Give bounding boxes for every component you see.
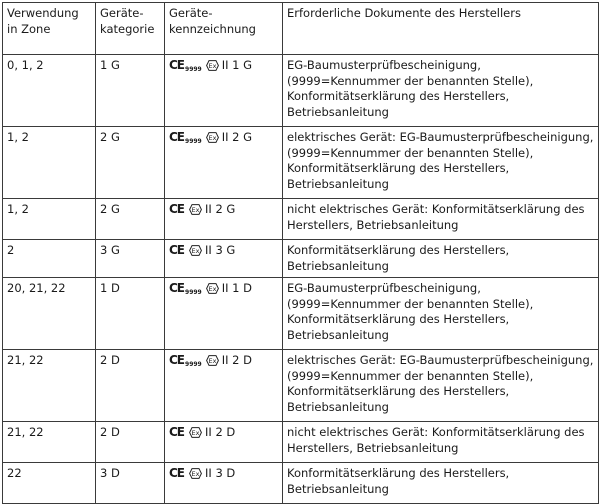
ex-hexagon-icon — [206, 283, 219, 294]
svg-text:Ex: Ex — [208, 133, 217, 142]
zone-cell: 2 — [3, 240, 96, 278]
notified-body-number: 9999 — [185, 289, 202, 296]
ce-mark-icon: CE9999 — [169, 58, 202, 73]
notified-body-number: 9999 — [185, 66, 202, 73]
category-cell: 3 G — [96, 240, 165, 278]
ce-mark-icon: CE — [169, 466, 185, 480]
header-category: Geräte- kategorie — [96, 3, 165, 55]
marking-cell — [165, 240, 283, 278]
marking-text: II 1 G — [221, 58, 253, 72]
marking-cell — [165, 55, 283, 127]
marking-cell — [165, 422, 283, 463]
ce-mark-icon: CE — [169, 202, 185, 216]
marking-cell — [165, 127, 283, 199]
table-row — [3, 127, 599, 199]
ce-mark-icon: CE9999 — [169, 281, 202, 296]
svg-text:Ex: Ex — [191, 469, 200, 478]
notified-body-number: 9999 — [185, 361, 202, 368]
header-zone: Verwendung in Zone — [3, 3, 96, 55]
zone-cell: 21, 22 — [3, 350, 96, 422]
ce-mark-icon: CE9999 — [169, 130, 202, 145]
ce-mark-icon: CE9999 — [169, 353, 202, 368]
svg-text:Ex: Ex — [208, 356, 217, 365]
documents-cell: EG-Baumusterprüfbescheinigung, (9999=Kennummer der benannten Stelle), Konformitätserklärung des Herstellers, Betriebsanleitung — [283, 55, 599, 127]
documents-cell: Konformitätserklärung des Herstellers, Betriebsanleitung — [283, 240, 599, 278]
zone-cell: 1, 2 — [3, 127, 96, 199]
header-row — [3, 3, 599, 55]
header-marking: Geräte- kennzeichnung — [165, 3, 283, 55]
zone-cell: 22 — [3, 463, 96, 504]
category-cell: 2 G — [96, 127, 165, 199]
category-cell: 1 G — [96, 55, 165, 127]
svg-text:Ex: Ex — [191, 205, 200, 214]
ex-hexagon-icon — [206, 355, 219, 366]
category-cell: 2 D — [96, 422, 165, 463]
category-cell: 2 D — [96, 350, 165, 422]
ex-hexagon-icon — [189, 468, 202, 479]
documents-cell: nicht elektrisches Gerät: Konformitätserklärung des Herstellers, Betriebsanleitung — [283, 199, 599, 240]
svg-text:Ex: Ex — [208, 61, 217, 70]
atex-marking-table — [2, 2, 599, 504]
marking-text: II 3 G — [205, 243, 236, 257]
marking-cell — [165, 463, 283, 504]
documents-cell: nicht elektrisches Gerät: Konformitätserklärung des Herstellers, Betriebsanleitung — [283, 422, 599, 463]
marking-cell — [165, 278, 283, 350]
header-documents: Erforderliche Dokumente des Herstellers — [283, 3, 599, 55]
svg-text:Ex: Ex — [208, 284, 217, 293]
category-cell: 2 G — [96, 199, 165, 240]
documents-cell: elektrisches Gerät: EG-Baumusterprüfbescheinigung, (9999=Kennummer der benannten Stelle), Konformitätserklärung des Herstellers, Betriebsanleitung — [283, 127, 599, 199]
ex-hexagon-icon — [189, 245, 202, 256]
ex-hexagon-icon — [206, 60, 219, 71]
marking-cell — [165, 199, 283, 240]
svg-text:Ex: Ex — [191, 428, 200, 437]
documents-cell: Konformitätserklärung des Herstellers, Betriebsanleitung — [283, 463, 599, 504]
category-cell: 3 D — [96, 463, 165, 504]
zone-cell: 0, 1, 2 — [3, 55, 96, 127]
ex-hexagon-icon — [189, 427, 202, 438]
marking-text: II 2 D — [205, 425, 236, 439]
table-row — [3, 350, 599, 422]
zone-cell: 20, 21, 22 — [3, 278, 96, 350]
table-row — [3, 463, 599, 504]
marking-text: II 2 G — [205, 202, 236, 216]
table-row — [3, 199, 599, 240]
svg-text:Ex: Ex — [191, 246, 200, 255]
zone-cell: 21, 22 — [3, 422, 96, 463]
documents-cell: EG-Baumusterprüfbescheinigung, (9999=Kennummer der benannten Stelle), Konformitätserklärung des Herstellers, Betriebsanleitung — [283, 278, 599, 350]
marking-text: II 1 D — [221, 281, 252, 295]
table-row — [3, 422, 599, 463]
ce-mark-icon: CE — [169, 243, 185, 257]
marking-text: II 2 D — [221, 353, 252, 367]
marking-cell — [165, 350, 283, 422]
category-cell: 1 D — [96, 278, 165, 350]
marking-text: II 3 D — [205, 466, 236, 480]
ex-hexagon-icon — [206, 132, 219, 143]
zone-cell: 1, 2 — [3, 199, 96, 240]
table-row — [3, 240, 599, 278]
documents-cell: elektrisches Gerät: EG-Baumusterprüfbescheinigung, (9999=Kennummer der benannten Stelle), Konformitätserklärung des Herstellers, Betriebsanleitung — [283, 350, 599, 422]
marking-text: II 2 G — [221, 130, 253, 144]
notified-body-number: 9999 — [185, 138, 202, 145]
table-row — [3, 55, 599, 127]
ex-hexagon-icon — [189, 204, 202, 215]
table-row — [3, 278, 599, 350]
ce-mark-icon: CE — [169, 425, 185, 439]
